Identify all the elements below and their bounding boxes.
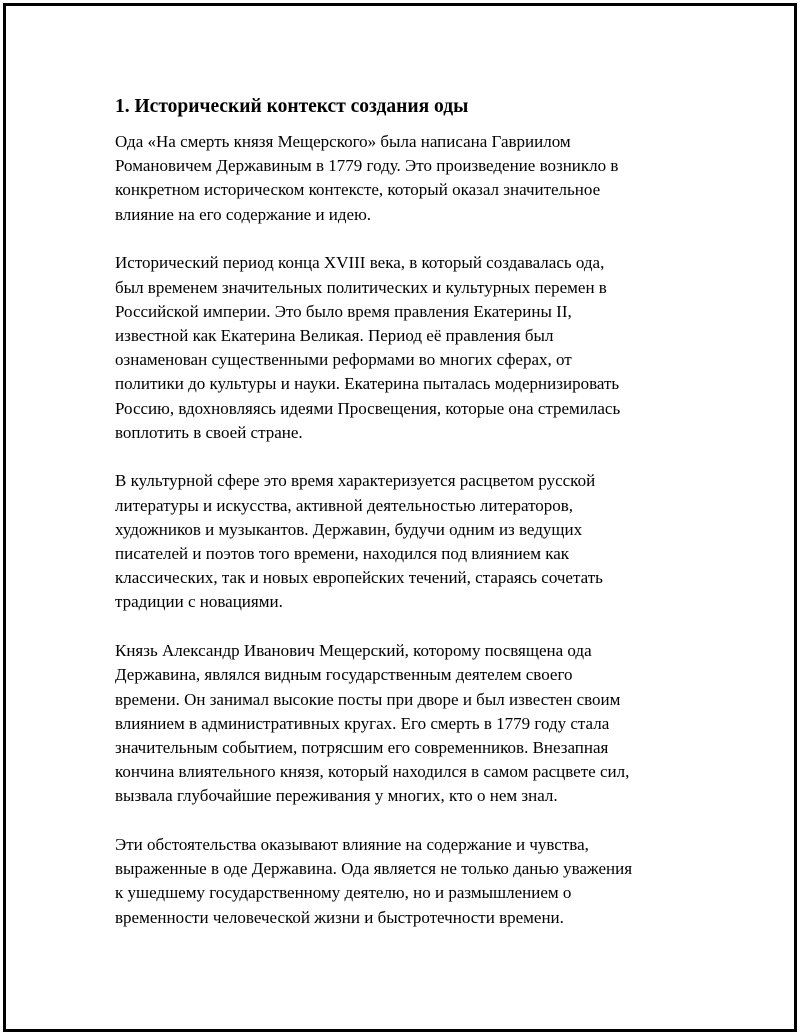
paragraph [115,833,695,930]
text-line: воплотить в своей стране. [115,422,303,442]
text-line: кончина влиятельного князя, который находился в самом расцвете сил, [115,762,630,782]
text-line: влиянием в административных кругах. Его смерть в 1779 году стала [115,713,610,733]
text-line: литературы и искусства, активной деятельностью литераторов, [115,495,574,515]
text-line: к ушедшему государственному деятелю, но и размышлением о [115,883,572,903]
text-line: влияние на его содержание и идею. [115,204,372,224]
text-line: времени. Он занимал высокие посты при дворе и был известен своим [115,689,621,709]
section-heading: 1. Исторический контекст создания оды [115,96,469,117]
text-line: традиции с новациями. [115,592,283,612]
text-line: ознаменован существенными реформами во многих сферах, от [115,350,572,370]
text-line: Российской империи. Это было время правления Екатерины II, [115,301,572,321]
text-line: временности человеческой жизни и быстротечности времени. [115,907,564,927]
text-line: В культурной сфере это время характеризуется расцветом русской [115,471,596,491]
text-line: Ода «На смерть князя Мещерского» была написана Гавриилом [115,132,571,151]
paragraph [115,130,695,227]
text-line: конкретном историческом контексте, который оказал значительное [115,180,601,200]
text-line: Державина, являлся видным государственным деятелем своего [115,665,573,685]
text-line: художников и музыкантов. Державин, будучи одним из ведущих [115,519,583,539]
paragraph [115,639,695,808]
text-line: Россию, вдохновляясь идеями Просвещения, которые она стремилась [115,398,621,418]
text-line: выраженные в оде Державина. Ода является не только данью уважения [115,859,633,879]
document-body [115,94,695,954]
text-line: значительным событием, потрясшим его современников. Внезапная [115,737,609,757]
text-line: вызвала глубочайшие переживания у многих, кто о нем знал. [115,786,558,806]
text-line: политики до культуры и науки. Екатерина пыталась модернизировать [115,374,620,394]
text-line: был временем значительных политических и культурных перемен в [115,277,607,297]
paragraph [115,469,695,614]
text-line: известной как Екатерина Великая. Период её правления был [115,325,554,345]
paragraph [115,251,695,445]
text-line: писателей и поэтов того времени, находился под влиянием как [115,544,570,564]
text-line: Князь Александр Иванович Мещерский, которому посвящена ода [115,641,592,661]
paragraph-list [115,130,695,930]
text-line: Исторический период конца XVIII века, в который создавалась ода, [115,253,605,273]
text-line: Эти обстоятельства оказывают влияние на содержание и чувства, [115,835,589,855]
text-line: классических, так и новых европейских течений, стараясь сочетать [115,568,603,588]
text-line: Романовичем Державиным в 1779 году. Это произведение возникло в [115,156,619,176]
